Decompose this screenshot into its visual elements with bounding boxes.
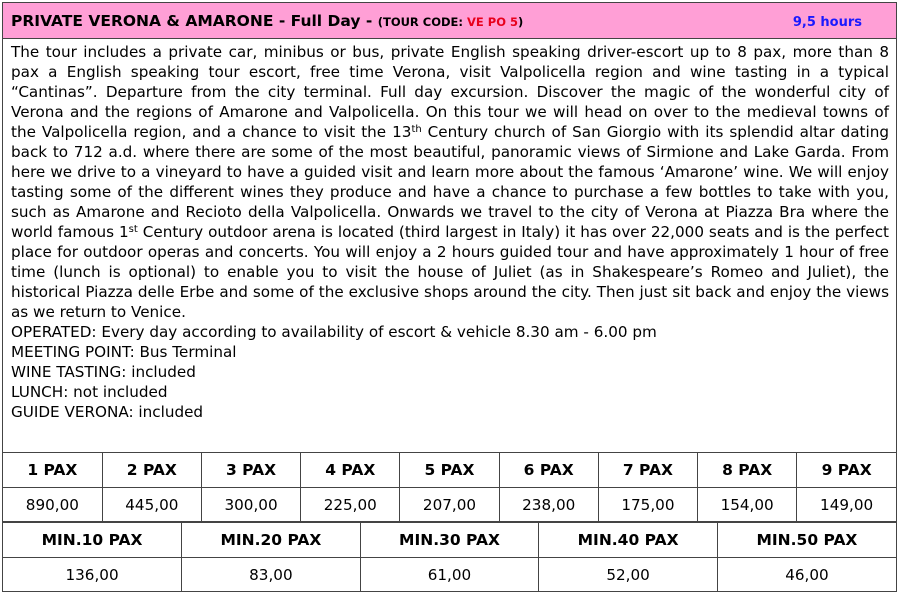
tour-code bbox=[378, 15, 524, 29]
min-pax-header: MIN.10 PAX bbox=[3, 523, 182, 558]
price-cell: 300,00 bbox=[201, 488, 300, 522]
price-cell: 225,00 bbox=[301, 488, 400, 522]
lunch-info: LUNCH: not included bbox=[11, 383, 168, 401]
pax-header: 7 PAX bbox=[598, 453, 697, 488]
min-pax-header: MIN.50 PAX bbox=[717, 523, 896, 558]
tour-code-prefix: (TOUR CODE: bbox=[377, 15, 468, 29]
guide-info: GUIDE VERONA: included bbox=[11, 403, 204, 421]
tour-description bbox=[3, 39, 896, 453]
price-cell: 154,00 bbox=[698, 488, 797, 522]
superscript-st: st bbox=[128, 224, 138, 235]
group-value-row bbox=[3, 558, 896, 592]
price-value-row bbox=[3, 488, 896, 522]
tour-code-value: VE PO 5 bbox=[467, 15, 518, 29]
tour-card bbox=[2, 2, 897, 592]
min-pax-header: MIN.20 PAX bbox=[182, 523, 361, 558]
price-cell: 238,00 bbox=[499, 488, 598, 522]
group-header-row bbox=[3, 523, 896, 558]
price-table-large-groups bbox=[3, 522, 896, 591]
pax-header: 9 PAX bbox=[797, 453, 896, 488]
min-pax-header: MIN.40 PAX bbox=[539, 523, 718, 558]
meeting-point-info: MEETING POINT: Bus Terminal bbox=[11, 343, 237, 361]
price-cell: 149,00 bbox=[797, 488, 896, 522]
pax-header: 4 PAX bbox=[301, 453, 400, 488]
description-text-3: Century outdoor arena is located (third largest in Italy) it has over 22,000 seats and is the perfect place for outdoor operas and concerts. You will enjoy a 2 hours guided tour and have approximately 1 hour of free time (lunch is optional) to enable you to visit the house of Juliet (as in Shakespeare’s Romeo and Juliet), the historical Piazza delle Erbe and some of the exclusive shops around the city. Then just sit back and enjoy the views as we return to Venice. bbox=[11, 223, 889, 321]
tour-code-suffix: ) bbox=[518, 15, 524, 29]
group-price-cell: 46,00 bbox=[717, 558, 896, 592]
group-price-cell: 83,00 bbox=[182, 558, 361, 592]
pax-header: 2 PAX bbox=[102, 453, 201, 488]
price-header-row bbox=[3, 453, 896, 488]
group-price-cell: 136,00 bbox=[3, 558, 182, 592]
pax-header: 5 PAX bbox=[400, 453, 499, 488]
pax-header: 3 PAX bbox=[201, 453, 300, 488]
tour-header bbox=[3, 3, 896, 39]
tour-duration: 9,5 hours bbox=[792, 15, 862, 30]
description-text-2: Century church of San Giorgio with its splendid altar dating back to 712 a.d. where there are some of the most beautiful, panoramic views of Sirmione and Lake Garda. From here we drive to a vineyard to have a guided visit and learn more about the famous ‘Amarone’ wine. We will enjoy tasting some of the different wines they produce and have a chance to purchase a few bottles to take with you, such as Amarone and Recioto della Valpolicella. Onwards we travel to the city of Verona at Piazza Bra where the world famous 1 bbox=[11, 123, 889, 241]
pax-header: 1 PAX bbox=[3, 453, 102, 488]
wine-tasting-info: WINE TASTING: included bbox=[11, 363, 196, 381]
group-price-cell: 52,00 bbox=[539, 558, 718, 592]
superscript-th: th bbox=[411, 124, 422, 135]
price-cell: 445,00 bbox=[102, 488, 201, 522]
min-pax-header: MIN.30 PAX bbox=[360, 523, 539, 558]
group-price-cell: 61,00 bbox=[360, 558, 539, 592]
pax-header: 8 PAX bbox=[698, 453, 797, 488]
price-cell: 175,00 bbox=[598, 488, 697, 522]
price-table-small-groups bbox=[3, 453, 896, 522]
price-cell: 890,00 bbox=[3, 488, 102, 522]
pax-header: 6 PAX bbox=[499, 453, 598, 488]
tour-title bbox=[11, 12, 523, 30]
description-paragraph bbox=[11, 42, 889, 322]
operated-info: OPERATED: Every day according to availability of escort & vehicle 8.30 am - 6.00 pm bbox=[11, 323, 657, 341]
tour-title-text: PRIVATE VERONA & AMARONE - Full Day - bbox=[11, 12, 373, 30]
description-text-1: The tour includes a private car, minibus or bus, private English speaking driver-escort up to 8 pax, more than 8 pax a English speaking tour escort, free time Verona, visit Valpolicella region and wine tasting in a typical “Cantinas”. Departure from the city terminal. Full day excursion. Discover the magic of the wonderful city of Verona and the regions of Amarone and Valpolicella. On this tour we will head on over to the medieval towns of the Valpolicella region, and a chance to visit the 13 bbox=[11, 43, 889, 141]
price-cell: 207,00 bbox=[400, 488, 499, 522]
